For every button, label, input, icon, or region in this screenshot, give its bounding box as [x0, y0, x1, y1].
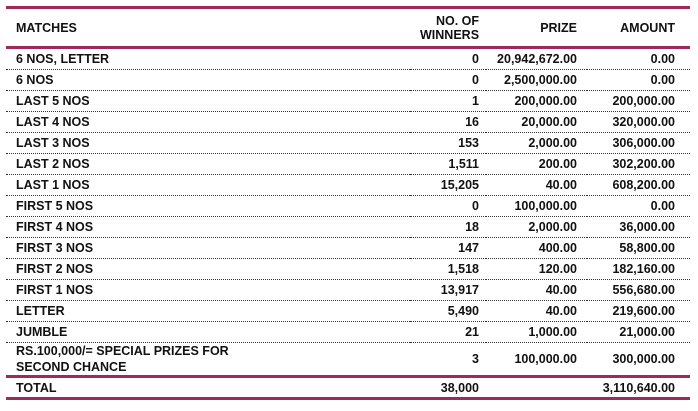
table-row [6, 133, 690, 154]
cell-amount: 306,000.00 [587, 133, 690, 154]
cell-winners: 18 [410, 217, 486, 238]
cell-amount: 608,200.00 [587, 175, 690, 196]
total-label: TOTAL [16, 380, 57, 395]
cell-prize: 2,000.00 [486, 133, 587, 154]
cell-amount: 0.00 [587, 70, 690, 91]
table-row [6, 175, 690, 196]
table-row [6, 91, 690, 112]
cell-match: LAST 5 NOS [6, 91, 410, 112]
table-row [6, 196, 690, 217]
table-row [6, 238, 690, 259]
cell-prize: 2,500,000.00 [486, 70, 587, 91]
cell-match: LETTER [6, 301, 410, 322]
cell-prize: 40.00 [486, 280, 587, 301]
table-row [6, 259, 690, 280]
cell-winners: 1 [410, 91, 486, 112]
cell-match: FIRST 2 NOS [6, 259, 410, 280]
header-matches: MATCHES [16, 20, 77, 35]
prize-results-table-container [6, 6, 690, 400]
cell-match: JUMBLE [6, 322, 410, 343]
cell-amount: 300,000.00 [612, 352, 675, 366]
cell-prize: 200,000.00 [486, 91, 587, 112]
cell-amount: 36,000.00 [587, 217, 690, 238]
header-prize: PRIZE [540, 20, 577, 35]
cell-prize: 100,000.00 [486, 196, 587, 217]
cell-winners: 147 [410, 238, 486, 259]
cell-amount: 320,000.00 [587, 112, 690, 133]
total-amount: 3,110,640.00 [602, 380, 675, 395]
cell-amount: 556,680.00 [587, 280, 690, 301]
table-header [6, 8, 690, 48]
cell-match: LAST 1 NOS [6, 175, 410, 196]
total-row [6, 377, 690, 399]
cell-match: 6 NOS [6, 70, 410, 91]
cell-winners: 0 [410, 196, 486, 217]
cell-prize: 20,942,672.00 [486, 48, 587, 70]
header-row [6, 8, 690, 48]
cell-winners: 153 [410, 133, 486, 154]
table-row [6, 70, 690, 91]
cell-match: FIRST 4 NOS [6, 217, 410, 238]
header-amount: AMOUNT [620, 20, 675, 35]
table-row [6, 217, 690, 238]
cell-winners: 1,518 [410, 259, 486, 280]
table-row [6, 280, 690, 301]
cell-prize: 40.00 [486, 301, 587, 322]
cell-winners: 15,205 [410, 175, 486, 196]
cell-winners: 3 [472, 352, 479, 366]
table-body [6, 48, 690, 399]
table-row [6, 48, 690, 70]
cell-prize: 20,000.00 [486, 112, 587, 133]
cell-match: FIRST 5 NOS [6, 196, 410, 217]
cell-match: FIRST 3 NOS [6, 238, 410, 259]
cell-winners: 21 [410, 322, 486, 343]
cell-prize: 2,000.00 [486, 217, 587, 238]
cell-match: LAST 2 NOS [6, 154, 410, 175]
table-row [6, 301, 690, 322]
header-winners [410, 8, 486, 48]
total-winners: 38,000 [440, 380, 479, 395]
table-row [6, 322, 690, 343]
cell-winners: 13,917 [410, 280, 486, 301]
cell-prize: 40.00 [486, 175, 587, 196]
cell-amount: 21,000.00 [587, 322, 690, 343]
cell-amount: 200,000.00 [587, 91, 690, 112]
cell-amount: 302,200.00 [587, 154, 690, 175]
cell-prize: 200.00 [486, 154, 587, 175]
cell-amount: 58,800.00 [587, 238, 690, 259]
total-prize [486, 377, 587, 399]
table-row [6, 112, 690, 133]
cell-winners: 16 [410, 112, 486, 133]
header-winners-line1: NO. OF [435, 13, 480, 28]
cell-match: RS.100,000/= SPECIAL PRIZES FOR SECOND CHANCE [16, 344, 229, 374]
cell-prize: 1,000.00 [486, 322, 587, 343]
cell-amount: 0.00 [587, 196, 690, 217]
cell-match: LAST 4 NOS [6, 112, 410, 133]
cell-amount: 182,160.00 [587, 259, 690, 280]
cell-prize: 120.00 [486, 259, 587, 280]
cell-match: FIRST 1 NOS [6, 280, 410, 301]
cell-winners: 0 [410, 48, 486, 70]
table-row [6, 343, 690, 377]
table-row [6, 154, 690, 175]
cell-winners: 5,490 [410, 301, 486, 322]
cell-prize: 400.00 [486, 238, 587, 259]
cell-match: 6 NOS, LETTER [6, 48, 410, 70]
header-winners-line2: WINNERS [420, 27, 480, 42]
cell-winners: 1,511 [410, 154, 486, 175]
cell-match: LAST 3 NOS [6, 133, 410, 154]
cell-amount: 0.00 [587, 48, 690, 70]
cell-amount: 219,600.00 [587, 301, 690, 322]
prize-results-table [6, 6, 690, 400]
cell-winners: 0 [410, 70, 486, 91]
cell-prize: 100,000.00 [514, 352, 577, 366]
